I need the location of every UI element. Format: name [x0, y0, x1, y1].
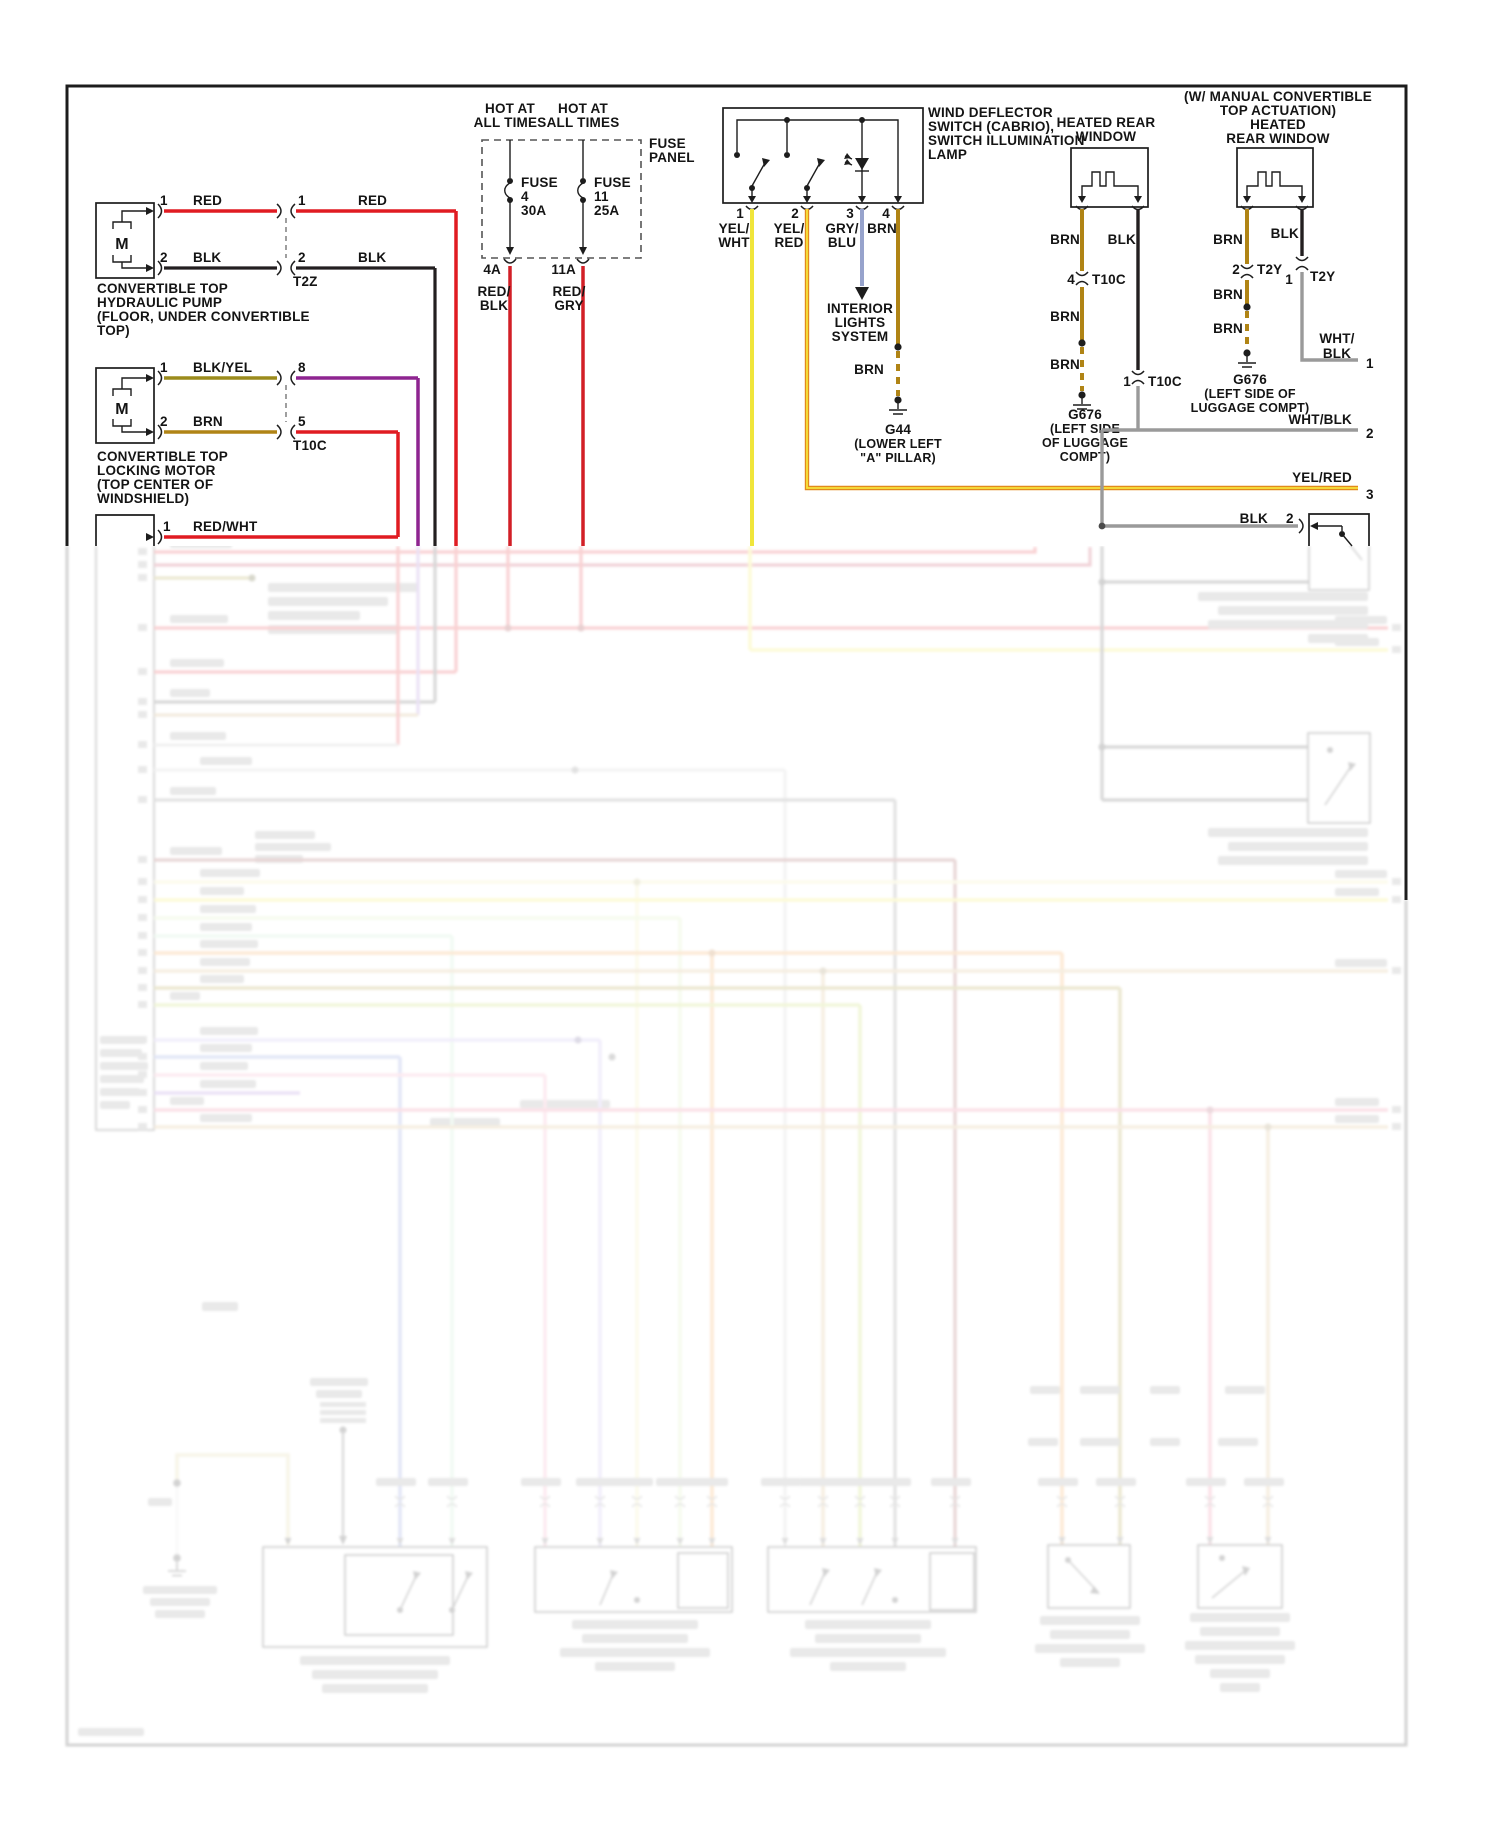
- fade-overlay: [0, 546, 1500, 1828]
- fuse-panel: [474, 101, 695, 546]
- motor-icon: [113, 378, 150, 432]
- fuse-label: 4: [521, 189, 529, 204]
- fuse-label: 25A: [594, 203, 620, 218]
- hot-label: ALL TIMES: [473, 115, 547, 130]
- wire-label: BLK: [1239, 511, 1268, 526]
- wire-label: YEL/RED: [1292, 470, 1352, 485]
- ground-location: LUGGAGE COMPT): [1190, 401, 1310, 415]
- wire-label: BLK: [358, 250, 387, 265]
- panel-label: FUSE: [649, 136, 686, 151]
- component-label: (TOP CENTER OF: [97, 477, 214, 492]
- ground-icon: [1238, 349, 1256, 367]
- junction-dot: [1243, 303, 1250, 310]
- pin-number: 2: [160, 414, 168, 429]
- connector-t10c: [277, 360, 327, 453]
- component-label: TOP ACTUATION): [1219, 103, 1337, 118]
- wire-label: GRY: [554, 298, 584, 313]
- hot-label: HOT AT: [485, 101, 535, 116]
- wire-label: BLK: [1107, 232, 1136, 247]
- component-label: WIND DEFLECTOR: [928, 105, 1053, 120]
- ground-location: "A" PILLAR): [860, 451, 936, 465]
- conn-pin: 1: [1123, 374, 1131, 389]
- wire-label: BRN: [854, 362, 884, 377]
- wire-label: BRN: [1050, 232, 1080, 247]
- wire-label: BRN: [867, 221, 897, 236]
- system-arrow-icon: [855, 287, 869, 300]
- pin-arrow-icon: [146, 264, 154, 272]
- hot-label: ALL TIMES: [546, 115, 620, 130]
- ground-location: (LOWER LEFT: [854, 437, 942, 451]
- pin-arrow-icon: [1310, 522, 1318, 530]
- edge-terminal: 2: [1366, 426, 1374, 441]
- wire-label: WHT: [718, 235, 750, 250]
- wire-label: BLK/YEL: [193, 360, 253, 375]
- heating-element-icon: [1247, 172, 1302, 196]
- heating-element-icon: [1082, 172, 1138, 196]
- heated-rear-window: [1042, 115, 1374, 529]
- manual-heated-rear-window: [1184, 89, 1374, 415]
- wind-deflector-switch: [718, 105, 1358, 546]
- component-label: CONVERTIBLE TOP: [97, 281, 229, 296]
- junction-dot: [1099, 523, 1106, 530]
- hot-label: HOT AT: [558, 101, 608, 116]
- panel-label: PANEL: [649, 150, 695, 165]
- aux-component: [96, 515, 398, 546]
- connector-id: T10C: [1148, 374, 1182, 389]
- wire-label: RED: [358, 193, 388, 208]
- component-label: HEATED REAR: [1056, 115, 1156, 130]
- fuse-out-pin: 4A: [483, 262, 501, 277]
- connector-id: T10C: [293, 438, 327, 453]
- component-label: SWITCH (CABRIO),: [928, 119, 1055, 134]
- wire-label: YEL/: [718, 221, 750, 236]
- wire-label: GRY/: [825, 221, 859, 236]
- illumination-lamp-icon: [844, 153, 869, 171]
- junction-dot: [1078, 339, 1085, 346]
- wire-label: BRN: [1050, 357, 1080, 372]
- ground-location: COMPT): [1059, 450, 1111, 464]
- pin-arrow-icon: [146, 207, 154, 215]
- fuse-label: 11: [594, 189, 609, 204]
- wire-label: RED/: [552, 284, 586, 299]
- wire-label: BRN: [1213, 321, 1243, 336]
- pin-arrow-icon: [146, 533, 154, 541]
- ground-id: G44: [884, 422, 912, 437]
- ground-location: OF LUGGAGE: [1041, 436, 1129, 450]
- component-label: SWITCH ILLUMINATION: [928, 133, 1085, 148]
- component-label: REAR WINDOW: [1226, 131, 1330, 146]
- pin-number: 1: [160, 360, 168, 375]
- interior-lights-system: [827, 287, 942, 465]
- motor-icon: [113, 211, 150, 268]
- component-label: WINDOW: [1075, 129, 1137, 144]
- component-label: TOP): [97, 323, 130, 338]
- pin-number: 2: [791, 206, 799, 221]
- wire-label: BRN: [193, 414, 223, 429]
- fuse-11: [551, 140, 630, 546]
- wire-label: BLK: [479, 298, 509, 313]
- conn-pin: 2: [1232, 262, 1240, 277]
- conn-pin: 5: [298, 414, 306, 429]
- motor-letter: M: [115, 401, 129, 418]
- conn-pin: 1: [1285, 272, 1293, 287]
- conn-pin: 1: [298, 193, 306, 208]
- pin-number: 2: [160, 250, 168, 265]
- ground-location: (LEFT SIDE: [1049, 422, 1121, 436]
- component-label: WINDSHIELD): [97, 491, 190, 506]
- wire-label: RED: [193, 193, 223, 208]
- system-label: SYSTEM: [831, 329, 889, 344]
- component-label: HYDRAULIC PUMP: [97, 295, 223, 310]
- connector-t2z: [277, 193, 387, 289]
- fuse-label: FUSE: [594, 175, 631, 190]
- edge-terminal: 3: [1366, 487, 1374, 502]
- fuse-out-pin: 11A: [551, 262, 576, 277]
- switch-arm-icon: [749, 158, 770, 196]
- conn-pin: 8: [298, 360, 306, 375]
- wire-label: RED/WHT: [193, 519, 258, 534]
- component-label: (FLOOR, UNDER CONVERTIBLE: [97, 309, 310, 324]
- component-label: LOCKING MOTOR: [97, 463, 216, 478]
- wire-label: BLK: [1322, 346, 1352, 361]
- pin-number: 4: [882, 206, 890, 221]
- pin-arrow-icon: [146, 374, 154, 382]
- ground-id: G676: [1233, 372, 1267, 387]
- pin-number: 1: [736, 206, 744, 221]
- wire-label: RED: [774, 235, 804, 250]
- junction-dot: [894, 343, 901, 350]
- ground-id: G676: [1068, 407, 1102, 422]
- wire-label: BRN: [1213, 232, 1243, 247]
- component-label: (W/ MANUAL CONVERTIBLE: [1184, 89, 1372, 104]
- wire-label: BLK: [1270, 226, 1299, 241]
- pin-number: 1: [160, 193, 168, 208]
- system-label: INTERIOR: [826, 301, 894, 316]
- wire-label: BRN: [1050, 309, 1080, 324]
- wire-label: BLU: [827, 235, 857, 250]
- fuse-label: FUSE: [521, 175, 558, 190]
- component-label: LAMP: [928, 147, 968, 162]
- switch-arm-icon: [804, 158, 825, 196]
- wire-label: WHT/BLK: [1288, 412, 1352, 427]
- motor-letter: M: [115, 236, 129, 253]
- wire-label: BRN: [1213, 287, 1243, 302]
- component-label: HEATED: [1250, 117, 1306, 132]
- wire-label: WHT/: [1319, 331, 1355, 346]
- fuse-label: 30A: [521, 203, 547, 218]
- pin-number: 1: [163, 519, 171, 534]
- component-label: CONVERTIBLE TOP: [97, 449, 229, 464]
- wire-label: BLK: [193, 250, 222, 265]
- wire-label: RED/: [477, 284, 511, 299]
- connector-id: T10C: [1092, 272, 1126, 287]
- conn-pin: 4: [1067, 272, 1075, 287]
- connector-id: T2Y: [1310, 269, 1336, 284]
- pin-arrow-icon: [146, 428, 154, 436]
- wire-label: YEL/: [773, 221, 805, 236]
- pin-number: 3: [846, 206, 854, 221]
- ground-location: (LEFT SIDE OF: [1204, 387, 1296, 401]
- connector-id: T2Z: [293, 274, 318, 289]
- relay-connection: [1240, 511, 1369, 546]
- connector-id: T2Y: [1257, 262, 1283, 277]
- fuse-4: [477, 140, 557, 546]
- edge-terminal: 1: [1366, 356, 1374, 371]
- system-label: LIGHTS: [834, 315, 886, 330]
- ground-icon: [889, 396, 907, 414]
- conn-pin: 2: [298, 250, 306, 265]
- conn-pin: 2: [1286, 511, 1294, 526]
